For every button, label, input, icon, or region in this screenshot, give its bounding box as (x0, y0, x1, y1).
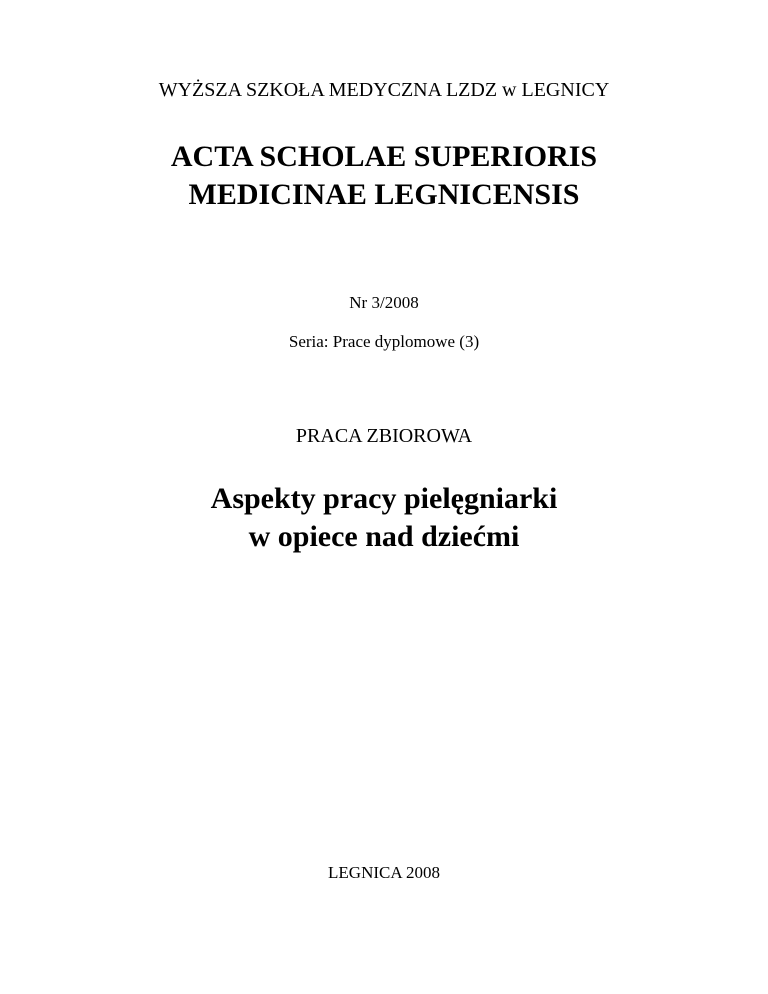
work-title-line-2: w opiece nad dziećmi (248, 520, 520, 553)
work-title-line-1: Aspekty pracy pielęgniarki (210, 482, 558, 515)
issue-number: Nr 3/2008 (349, 293, 419, 312)
series-label: Seria: Prace dyplomowe (3) (288, 332, 480, 351)
collective-work-label: PRACA ZBIOROWA (295, 425, 473, 447)
place-year: LEGNICA 2008 (328, 863, 440, 882)
journal-title-line-2: MEDICINAE LEGNICENSIS (188, 178, 580, 211)
journal-title-line-1: ACTA SCHOLAE SUPERIORIS (170, 140, 598, 173)
institution-name: WYŻSZA SZKOŁA MEDYCZNA LZDZ w LEGNICY (158, 79, 610, 101)
